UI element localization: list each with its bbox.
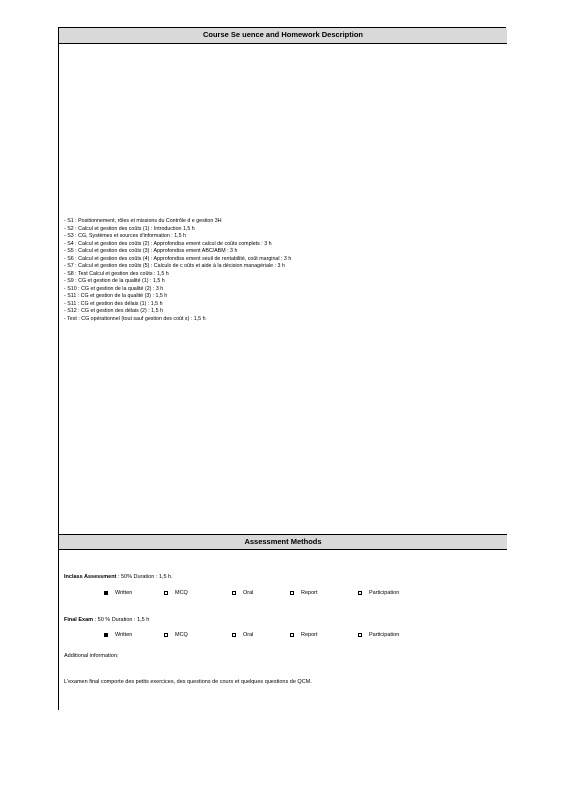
option-label: Written bbox=[115, 632, 133, 638]
additional-information-text: L'examen final comporte des petits exercices, des questions de cours et quelques questions de QCM. bbox=[64, 679, 312, 685]
course-document bbox=[58, 27, 506, 710]
assessment-methods-header: Assessment Methods bbox=[59, 534, 507, 550]
inclass-assessment-row bbox=[64, 574, 173, 580]
session-item: - S11 : CG et gestion des délais (1) : 1,5 h bbox=[64, 300, 163, 307]
option-label: Written bbox=[115, 590, 133, 596]
inclass-written-option[interactable] bbox=[104, 590, 132, 596]
checkbox-icon[interactable] bbox=[164, 591, 168, 595]
session-item: - S7 : Calcul et gestion des coûts (5) : Calculs de c oûts et aide à la décision managériale : 3 h bbox=[64, 263, 285, 269]
session-item: - S5 : Calcul et gestion des coûts (3) : Approfondiss ement ABC/ABM : 3 h bbox=[64, 248, 238, 254]
final-oral-option[interactable] bbox=[232, 632, 253, 638]
checkbox-icon[interactable] bbox=[232, 591, 236, 595]
option-label: MCQ bbox=[175, 632, 188, 638]
inclass-participation-option[interactable] bbox=[358, 590, 399, 596]
session-item: - S3 : CG, Systèmes et sources d'information : 1,5 h bbox=[64, 233, 187, 239]
session-item: - S4 : Calcul et gestion des coûts (2) : Approfondiss ement calcul de coûts complets : 3 h bbox=[64, 240, 272, 247]
option-label: Participation bbox=[369, 590, 400, 596]
checkbox-icon[interactable] bbox=[290, 633, 294, 637]
final-mcq-option[interactable] bbox=[164, 632, 188, 638]
session-item: - Test : CG opérationnel (tout sauf gestion des coût s) : 1,5 h bbox=[64, 315, 206, 322]
final-exam-row bbox=[64, 617, 149, 623]
checkbox-icon[interactable] bbox=[104, 591, 108, 595]
final-exam-label: Final Exam bbox=[64, 617, 94, 623]
final-exam-details: : 50 % Duration : 1,5 h bbox=[94, 617, 150, 623]
session-item: - S12 : CG et gestion des délais (2) : 1,5 h bbox=[64, 308, 163, 314]
option-label: MCQ bbox=[175, 590, 188, 596]
session-item: - S8 : Test Calcul et gestion des coûts : 1,5 h bbox=[64, 270, 169, 277]
session-item: - S10 : CG et gestion de la qualité (2) : 3 h bbox=[64, 285, 164, 292]
checkbox-icon[interactable] bbox=[232, 633, 236, 637]
inclass-mcq-option[interactable] bbox=[164, 590, 188, 596]
session-item: - S1 : Positionnement, rôles et missions du Contrôle d e gestion 3H bbox=[64, 218, 222, 224]
checkbox-icon[interactable] bbox=[104, 633, 108, 637]
session-list bbox=[64, 218, 291, 323]
option-label: Participation bbox=[369, 632, 400, 638]
final-written-option[interactable] bbox=[104, 632, 132, 638]
additional-information-label: Additional information: bbox=[64, 653, 119, 659]
inclass-assessment-details: : 50% Duration : 1,5 h. bbox=[117, 574, 173, 580]
inclass-assessment-label: Inclass Assessment bbox=[64, 574, 117, 580]
checkbox-icon[interactable] bbox=[358, 633, 362, 637]
session-item: - S6 : Calcul et gestion des coûts (4) : Approfondiss ement seuil de rentabilité, coût marginal : 3 h bbox=[64, 255, 292, 262]
checkbox-icon[interactable] bbox=[358, 591, 362, 595]
option-label: Report bbox=[301, 590, 318, 596]
option-label: Oral bbox=[243, 632, 254, 638]
checkbox-icon[interactable] bbox=[164, 633, 168, 637]
option-label: Report bbox=[301, 632, 318, 638]
checkbox-icon[interactable] bbox=[290, 591, 294, 595]
option-label: Oral bbox=[243, 590, 254, 596]
final-participation-option[interactable] bbox=[358, 632, 399, 638]
inclass-oral-option[interactable] bbox=[232, 590, 253, 596]
course-sequence-header: Course Se uence and Homework Description bbox=[59, 28, 507, 44]
session-item: - S11 : CG et gestion de la qualité (3) : 1,5 h bbox=[64, 293, 168, 299]
inclass-report-option[interactable] bbox=[290, 590, 318, 596]
final-report-option[interactable] bbox=[290, 632, 318, 638]
session-item: - S2 : Calcul et gestion des coûts (1) : Introduction 1,5 h bbox=[64, 225, 195, 232]
session-item: - S9 : CG et gestion de la qualité (1) : 1,5 h bbox=[64, 278, 165, 284]
